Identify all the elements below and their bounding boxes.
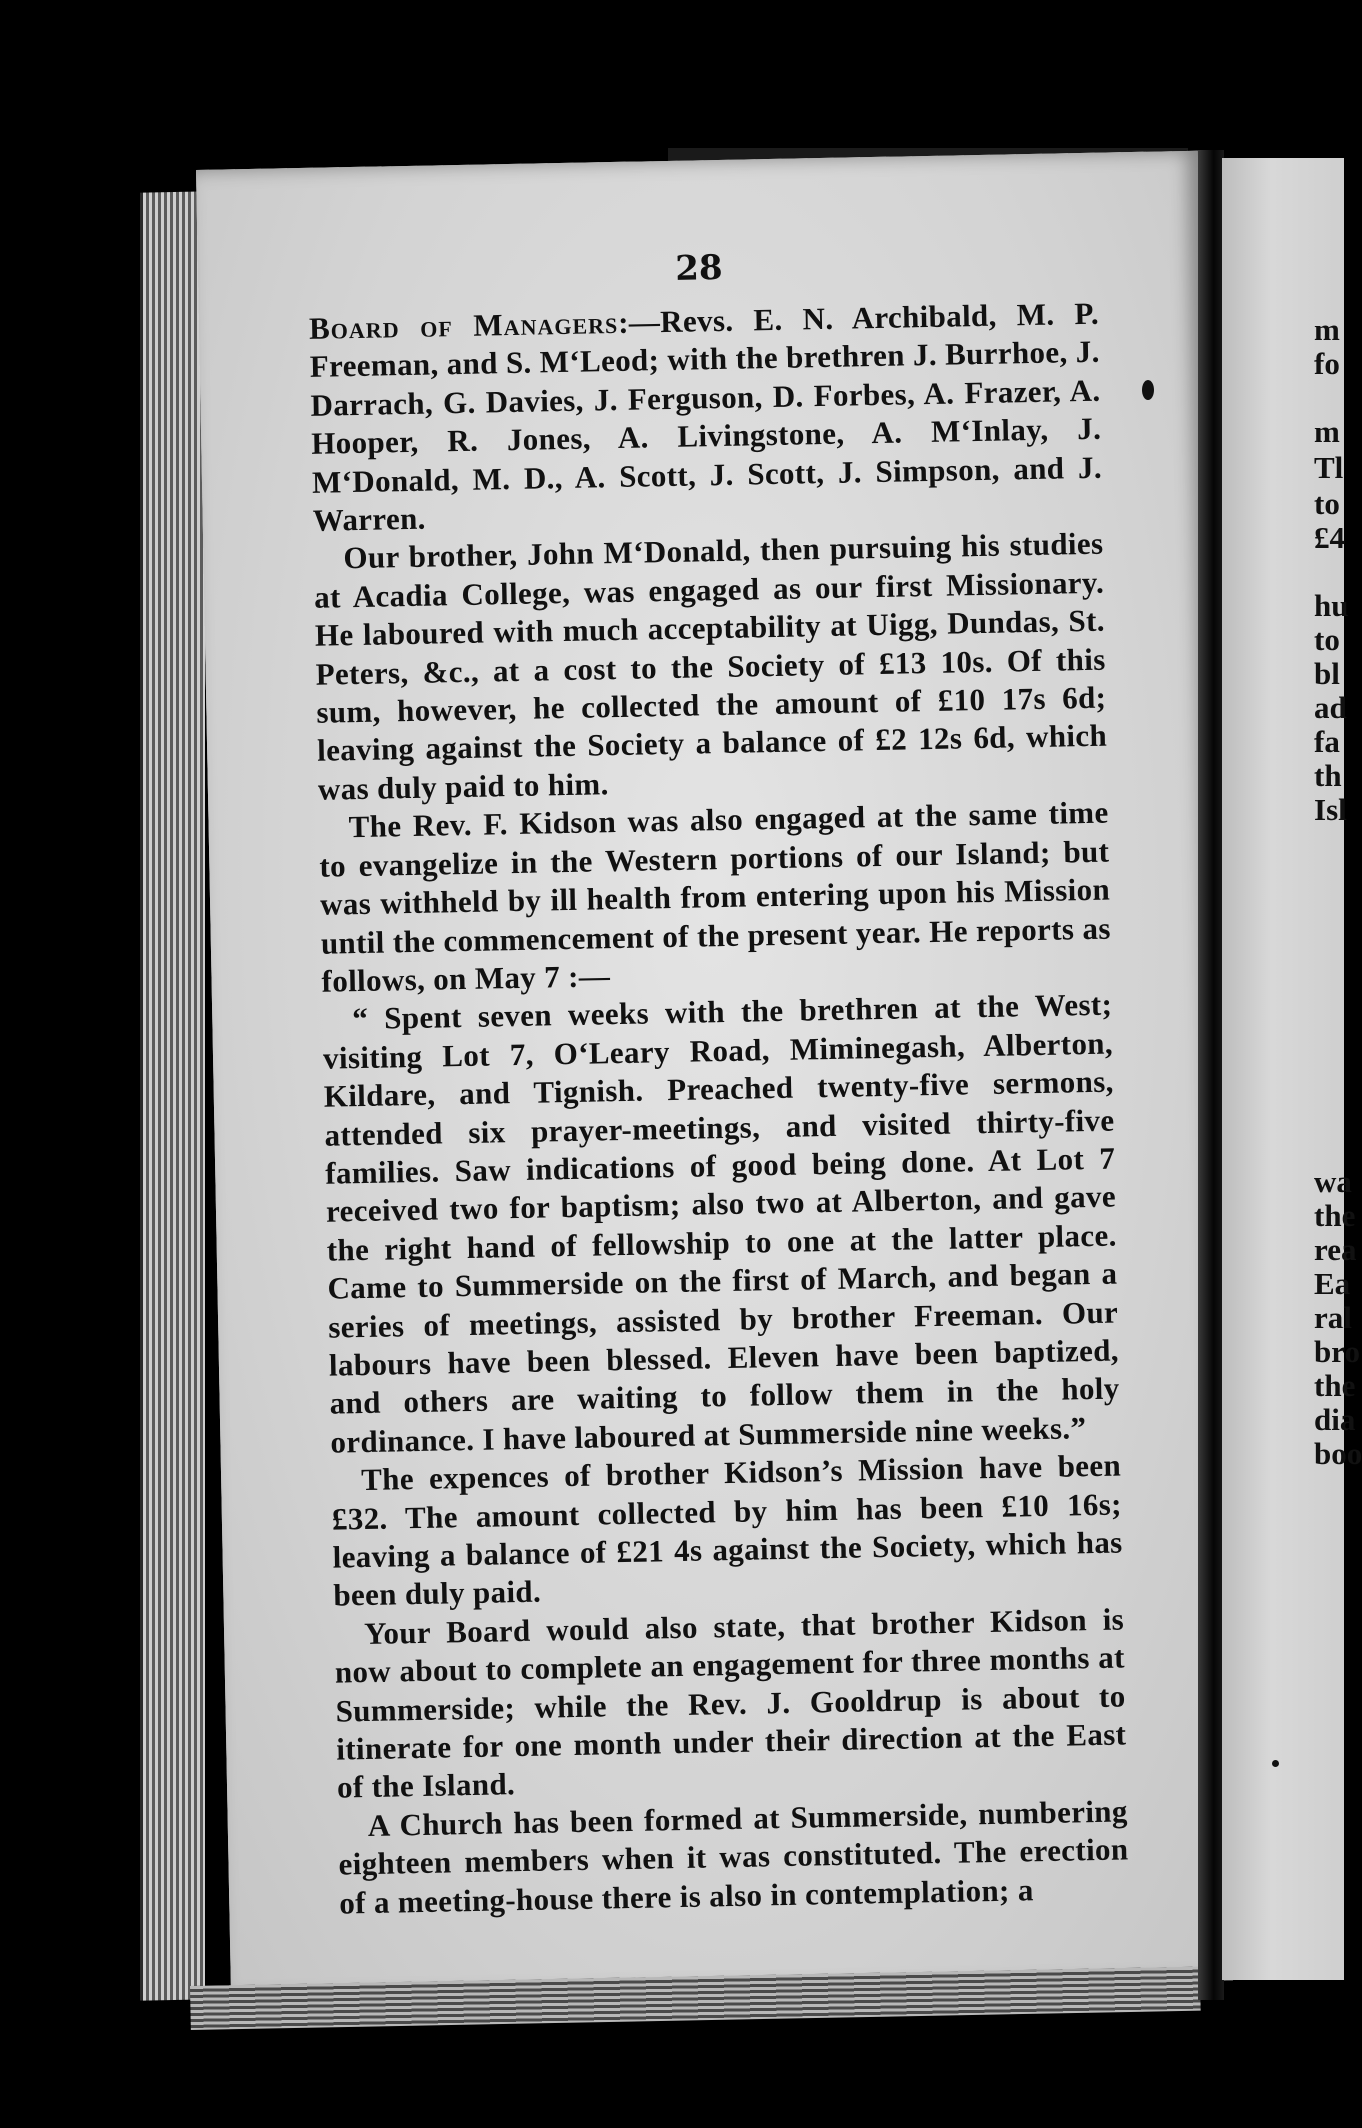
adjacent-page-fragment: Ea	[1314, 1266, 1351, 1301]
adjacent-page-fragment: Tl	[1314, 450, 1344, 485]
adjacent-page-fragment: ral	[1314, 1300, 1352, 1335]
paragraph-kidson-engagement: The Rev. F. Kidson was also engaged at the same time to evangelize in the Western portions of our Island; but was withheld by ill health from entering upon his Mission until the commencement of the present year. He reports as follows, on May 7 :—	[319, 794, 1112, 999]
adjacent-page-fragment: Isl	[1314, 792, 1347, 827]
book-spine-shadow	[1198, 150, 1224, 2000]
ink-speck	[1142, 380, 1154, 400]
adjacent-page-fragment: £4	[1314, 520, 1345, 555]
adjacent-page-fragment: hu	[1314, 588, 1349, 623]
adjacent-page-fragment: ad	[1314, 690, 1347, 725]
section-heading: Board of Managers	[308, 304, 619, 346]
adjacent-page-fragment: dia	[1314, 1402, 1356, 1437]
adjacent-page-fragment: boo	[1314, 1436, 1362, 1471]
adjacent-page-fragment: to	[1314, 622, 1340, 657]
adjacent-page-fragment: fo	[1314, 346, 1340, 381]
adjacent-page-fragment: to	[1314, 486, 1340, 521]
adjacent-page-fragment: bro	[1314, 1334, 1360, 1369]
adjacent-page-fragment: th	[1314, 758, 1342, 793]
adjacent-page-fragment: m	[1314, 414, 1340, 449]
paragraph-kidson-expenses: The expences of brother Kidson’s Mission have been £32. The amount collected by him has been £10 16s; leaving a balance of £21 4s against the Society, which has been duly paid.	[331, 1447, 1123, 1614]
adjacent-page-fragment: the	[1314, 1198, 1356, 1233]
page-number: 28	[674, 247, 724, 289]
adjacent-page-fragment: m	[1314, 312, 1340, 347]
page-body-text	[309, 295, 1130, 1923]
paragraph-board-statement: Your Board would also state, that brother Kidson is now about to complete an engagement for three months at Summerside; while the Rev. J. Gooldrup is about to itinerate for one month under their direction at the East of the Island.	[334, 1601, 1127, 1806]
adjacent-page-fragment: wa	[1314, 1164, 1352, 1199]
paragraph-board-of-managers	[309, 295, 1103, 541]
stacked-page-edges	[140, 191, 205, 2000]
adjacent-page	[1222, 158, 1362, 1980]
paragraph-summerside-church: A Church has been formed at Summerside, numbering eighteen members when it was constituted. The erection of a meeting-house there is also in contemplation; a	[338, 1793, 1129, 1921]
paragraph-text: :—Revs. E. N. Archibald, M. P. Freeman, and S. M‘Leod; with the brethren J. Burrhoe, J. Darrach, G. Davies, J. Ferguson, D. Forbes, A. Frazer, A. Hooper, R. Jones, A. Livingstone, A. M‘Inlay, J. M‘Donald, M. D., A. Scott, J. Scott, J. Simpson, and J. Warren.	[309, 295, 1103, 538]
adjacent-page-fragment: the	[1314, 1368, 1356, 1403]
adjacent-page-fragment: bl	[1314, 656, 1340, 691]
adjacent-page-fragment: rea	[1314, 1232, 1357, 1267]
left-page	[196, 151, 1233, 2000]
paragraph-kidson-report-quote: “ Spent seven weeks with the brethren at the West; visiting Lot 7, O‘Leary Road, Miminegash, Alberton, Kildare, and Tignish. Preached twenty-five sermons, attended six prayer-meetings, and visited thirty-five families. Saw indications of good being done. At Lot 7 received two for baptism; also two at Alberton, and gave the right hand of fellowship to one at the latter place. Came to Summerside on the first of March, and began a series of meetings, assisted by brother Freeman. Our labours have been blessed. Eleven have been baptized, and others are waiting to follow them in the holy ordinance. I have laboured at Summerside nine weeks.”	[322, 986, 1120, 1460]
adjacent-page-fragment: fa	[1314, 724, 1340, 759]
paragraph-mcdonald-mission: Our brother, John M‘Donald, then pursuing his studies at Acadia College, was engaged as our first Missionary. He laboured with much acceptability at Uigg, Dundas, St. Peters, &c., at a cost to the Society of £13 10s. Of this sum, however, he collected the amount of £10 17s 6d; leaving against the Society a balance of £2 12s 6d, which was duly paid to him.	[313, 526, 1108, 807]
ink-speck	[1272, 1760, 1279, 1767]
